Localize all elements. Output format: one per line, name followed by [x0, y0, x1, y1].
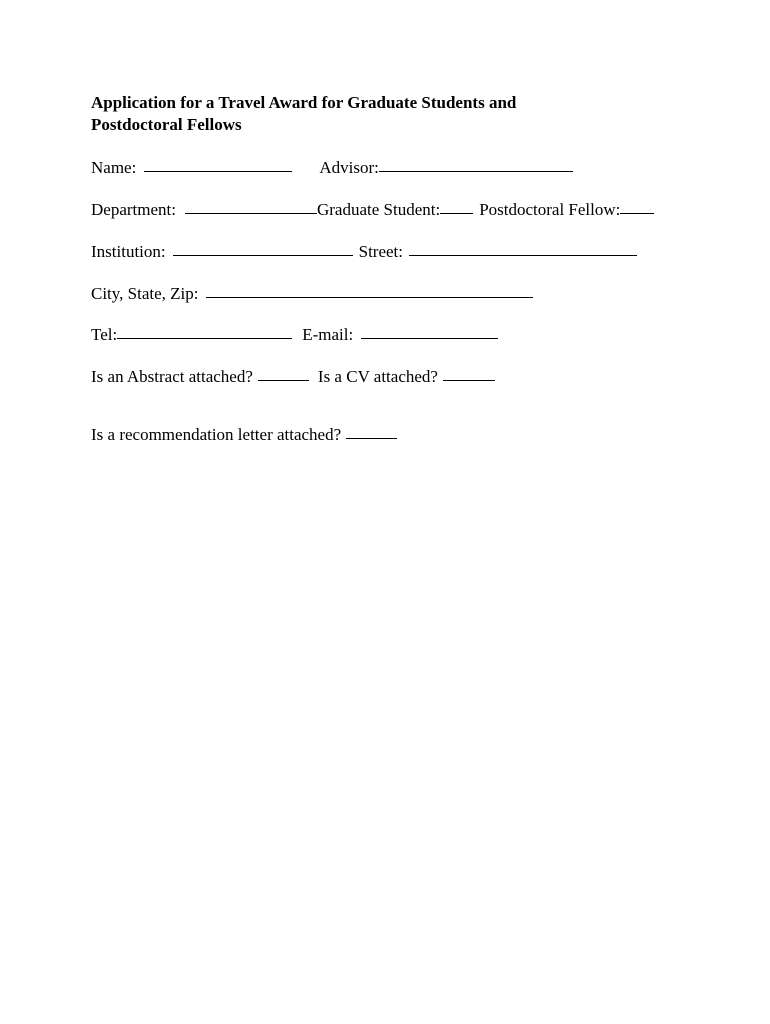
city-state-zip-label: City, State, Zip: [91, 284, 199, 303]
email-label: E-mail: [302, 325, 354, 344]
abstract-field-group [91, 366, 309, 387]
institution-street-row [91, 241, 637, 262]
advisor-input-line[interactable] [379, 156, 573, 172]
advisor-label: Advisor: [319, 158, 379, 177]
name-field-group [91, 157, 292, 178]
postdoctoral-fellow-label: Postdoctoral Fellow: [479, 200, 621, 219]
city-state-zip-row [91, 283, 533, 304]
graduate-student-field-group [317, 199, 473, 220]
cv-field-group [318, 366, 495, 387]
postdoctoral-fellow-input-line[interactable] [620, 198, 654, 214]
city-state-zip-input-line[interactable] [206, 282, 533, 298]
name-label: Name: [91, 158, 137, 177]
tel-input-line[interactable] [117, 323, 292, 339]
form-title-line-2: Postdoctoral Fellows [91, 115, 242, 134]
recommendation-row [91, 424, 397, 445]
institution-label: Institution: [91, 242, 166, 261]
recommendation-question: Is a recommendation letter attached? [91, 425, 342, 444]
form-title [91, 92, 571, 136]
email-field-group [302, 324, 498, 345]
tel-email-row [91, 324, 498, 345]
name-input-line[interactable] [144, 156, 292, 172]
email-input-line[interactable] [361, 323, 498, 339]
cv-question: Is a CV attached? [317, 367, 438, 386]
institution-input-line[interactable] [173, 240, 353, 256]
abstract-question: Is an Abstract attached? [91, 367, 253, 386]
department-field-group [91, 199, 317, 220]
street-label: Street: [358, 242, 404, 261]
department-label: Department: [91, 200, 176, 219]
abstract-input-line[interactable] [258, 365, 309, 381]
institution-field-group [91, 241, 353, 262]
cv-input-line[interactable] [443, 365, 495, 381]
tel-label: Tel: [91, 325, 118, 344]
recommendation-field-group [91, 424, 397, 445]
department-input-line[interactable] [185, 198, 317, 214]
city-state-zip-field-group [91, 283, 533, 304]
postdoctoral-fellow-field-group [479, 199, 654, 220]
street-input-line[interactable] [409, 240, 637, 256]
street-field-group [359, 241, 637, 262]
recommendation-input-line[interactable] [346, 423, 397, 439]
name-advisor-row [91, 157, 573, 178]
department-row [91, 199, 654, 220]
tel-field-group [91, 324, 292, 345]
attachments-row [91, 366, 495, 387]
advisor-field-group [319, 157, 573, 178]
graduate-student-input-line[interactable] [440, 198, 473, 214]
form-title-line-1: Application for a Travel Award for Graduate Students and [91, 93, 517, 112]
graduate-student-label: Graduate Student: [316, 200, 441, 219]
